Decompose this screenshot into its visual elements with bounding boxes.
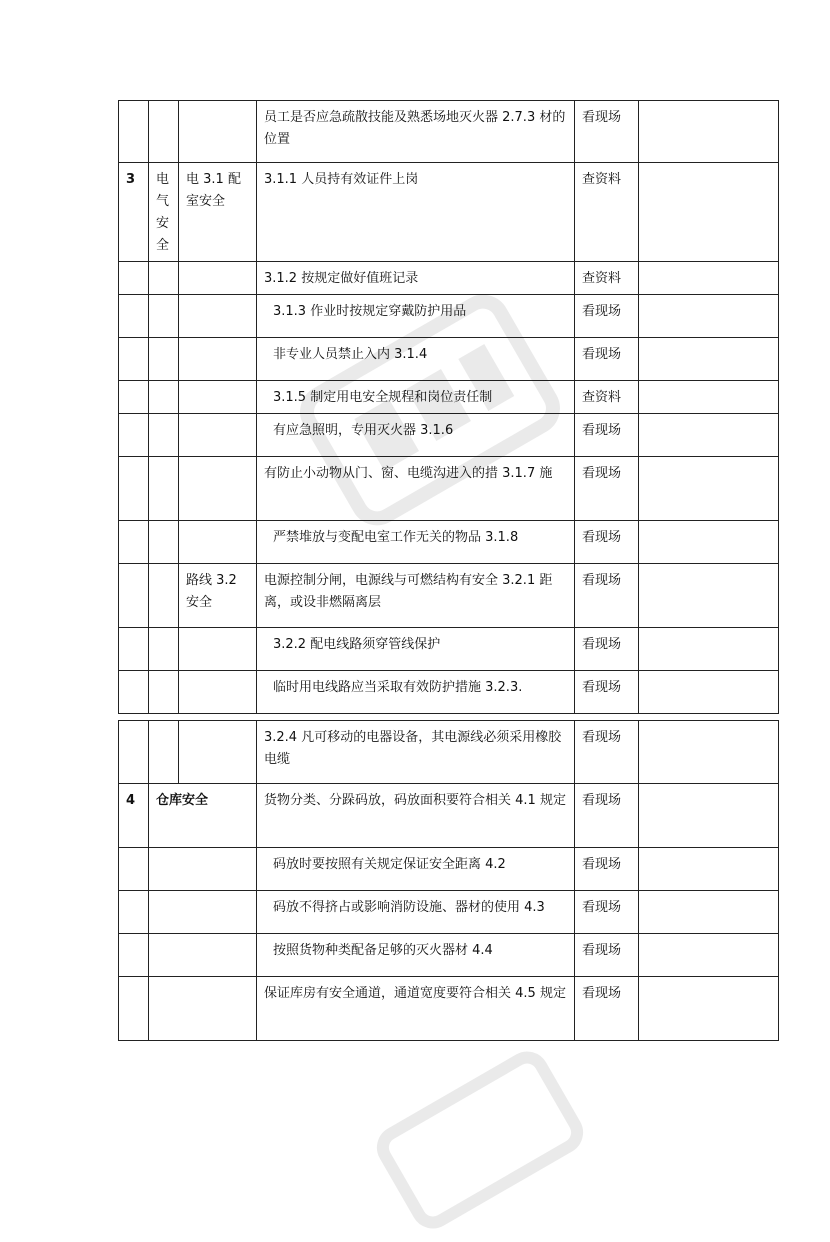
item-content: 3.1.1 人员持有效证件上岗 bbox=[257, 163, 575, 262]
table-row bbox=[119, 101, 779, 163]
check-method: 看现场 bbox=[575, 628, 639, 671]
section-number: 4 bbox=[119, 784, 149, 848]
result-cell bbox=[639, 977, 779, 1041]
item-content: 有应急照明，专用灭火器 3.1.6 bbox=[257, 414, 575, 457]
section-category: 电气安全 bbox=[149, 163, 179, 262]
check-method: 看现场 bbox=[575, 564, 639, 628]
result-cell bbox=[639, 101, 779, 163]
item-content: 严禁堆放与变配电室工作无关的物品 3.1.8 bbox=[257, 521, 575, 564]
item-content: 员工是否应急疏散技能及熟悉场地灭火器 2.7.3 材的位置 bbox=[257, 101, 575, 163]
table-row bbox=[119, 457, 779, 521]
table-row bbox=[119, 977, 779, 1041]
result-cell bbox=[639, 784, 779, 848]
item-content: 临时用电线路应当采取有效防护措施 3.2.3. bbox=[257, 671, 575, 714]
check-method: 看现场 bbox=[575, 457, 639, 521]
check-method: 看现场 bbox=[575, 891, 639, 934]
check-method: 看现场 bbox=[575, 721, 639, 784]
table-row bbox=[119, 262, 779, 295]
table-row bbox=[119, 891, 779, 934]
sub-category: 电 3.1 配室安全 bbox=[179, 163, 257, 262]
result-cell bbox=[639, 564, 779, 628]
table-row bbox=[119, 381, 779, 414]
inspection-table-2 bbox=[118, 720, 779, 1041]
table-row bbox=[119, 338, 779, 381]
table-row bbox=[119, 721, 779, 784]
check-method: 看现场 bbox=[575, 934, 639, 977]
item-content: 码放不得挤占或影响消防设施、器材的使用 4.3 bbox=[257, 891, 575, 934]
sub-category: 路线 3.2 安全 bbox=[179, 564, 257, 628]
table-row bbox=[119, 628, 779, 671]
item-content: 货物分类、分跺码放，码放面积要符合相关 4.1 规定 bbox=[257, 784, 575, 848]
check-method: 看现场 bbox=[575, 521, 639, 564]
table-row bbox=[119, 564, 779, 628]
item-content: 按照货物种类配备足够的灭火器材 4.4 bbox=[257, 934, 575, 977]
table-row bbox=[119, 934, 779, 977]
item-content: 有防止小动物从门、窗、电缆沟进入的措 3.1.7 施 bbox=[257, 457, 575, 521]
result-cell bbox=[639, 934, 779, 977]
table-row bbox=[119, 295, 779, 338]
item-content: 电源控制分闸，电源线与可燃结构有安全 3.2.1 距离，或设非燃隔离层 bbox=[257, 564, 575, 628]
check-method: 查资料 bbox=[575, 262, 639, 295]
item-content: 3.1.2 按规定做好值班记录 bbox=[257, 262, 575, 295]
check-method: 看现场 bbox=[575, 784, 639, 848]
table-row bbox=[119, 671, 779, 714]
result-cell bbox=[639, 521, 779, 564]
item-content: 保证库房有安全通道，通道宽度要符合相关 4.5 规定 bbox=[257, 977, 575, 1041]
result-cell bbox=[639, 163, 779, 262]
watermark-stamp bbox=[363, 1038, 596, 1242]
table-row bbox=[119, 848, 779, 891]
check-method: 看现场 bbox=[575, 338, 639, 381]
result-cell bbox=[639, 628, 779, 671]
check-method: 查资料 bbox=[575, 163, 639, 262]
inspection-table-1 bbox=[118, 100, 779, 714]
item-content: 3.1.3 作业时按规定穿戴防护用品 bbox=[257, 295, 575, 338]
result-cell bbox=[639, 262, 779, 295]
check-method: 看现场 bbox=[575, 977, 639, 1041]
item-content: 3.2.4 凡可移动的电器设备，其电源线必须采用橡胶电缆 bbox=[257, 721, 575, 784]
result-cell bbox=[639, 721, 779, 784]
result-cell bbox=[639, 338, 779, 381]
item-content: 码放时要按照有关规定保证安全距离 4.2 bbox=[257, 848, 575, 891]
result-cell bbox=[639, 671, 779, 714]
section-number: 3 bbox=[119, 163, 149, 262]
check-method: 看现场 bbox=[575, 295, 639, 338]
result-cell bbox=[639, 295, 779, 338]
item-content: 3.1.5 制定用电安全规程和岗位责任制 bbox=[257, 381, 575, 414]
check-method: 看现场 bbox=[575, 848, 639, 891]
result-cell bbox=[639, 891, 779, 934]
table-row bbox=[119, 521, 779, 564]
table-row bbox=[119, 163, 779, 262]
table-row bbox=[119, 784, 779, 848]
check-method: 查资料 bbox=[575, 381, 639, 414]
check-method: 看现场 bbox=[575, 414, 639, 457]
table-row bbox=[119, 414, 779, 457]
item-content: 非专业人员禁止入内 3.1.4 bbox=[257, 338, 575, 381]
item-content: 3.2.2 配电线路须穿管线保护 bbox=[257, 628, 575, 671]
check-method: 看现场 bbox=[575, 671, 639, 714]
check-method: 看现场 bbox=[575, 101, 639, 163]
result-cell bbox=[639, 414, 779, 457]
section-category: 仓库安全 bbox=[149, 784, 257, 848]
result-cell bbox=[639, 848, 779, 891]
result-cell bbox=[639, 381, 779, 414]
result-cell bbox=[639, 457, 779, 521]
